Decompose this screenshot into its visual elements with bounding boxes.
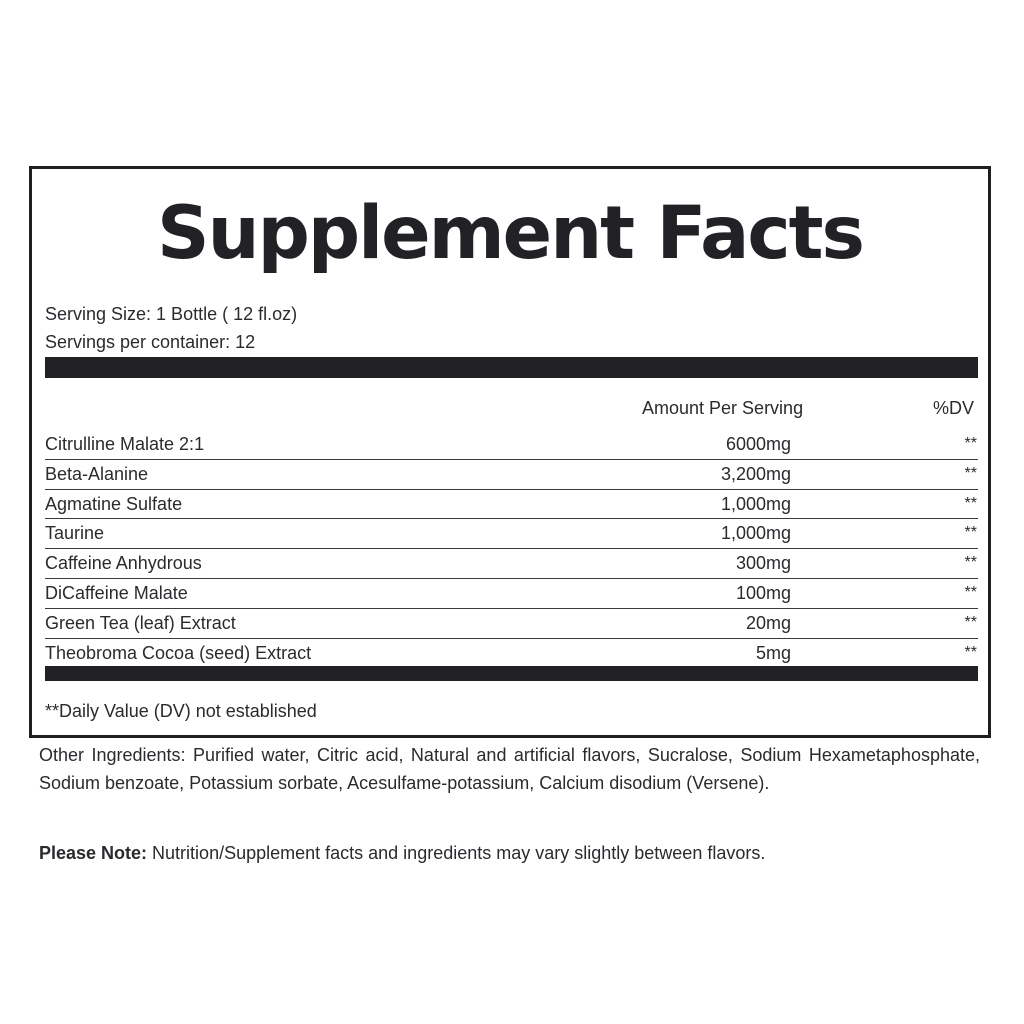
ingredient-row xyxy=(45,579,978,609)
ingredient-amount: 1,000mg xyxy=(720,493,791,514)
ingredient-dv: ** xyxy=(964,583,977,601)
ingredient-row xyxy=(45,639,978,669)
ingredient-dv: ** xyxy=(964,524,977,542)
ingredient-amount: 20mg xyxy=(745,612,791,633)
servings-per-container: Servings per container: 12 xyxy=(45,332,256,352)
ingredient-name: Beta-Alanine xyxy=(45,463,149,484)
ingredient-name: Agmatine Sulfate xyxy=(45,493,183,514)
ingredient-amount: 6000mg xyxy=(725,434,791,454)
panel-title: Supplement Facts xyxy=(157,191,863,276)
ingredient-row xyxy=(45,549,978,579)
ingredient-name: Citrulline Malate 2:1 xyxy=(45,434,205,454)
ingredient-dv: ** xyxy=(964,464,977,482)
column-header-amount: Amount Per Serving xyxy=(642,398,804,418)
ingredient-row xyxy=(45,430,978,460)
ingredient-amount: 100mg xyxy=(735,582,791,603)
please-note-label: Please Note: xyxy=(39,843,148,863)
column-header-dv: %DV xyxy=(932,398,974,418)
ingredient-row xyxy=(45,609,978,639)
supplement-facts-panel xyxy=(29,166,991,738)
ingredient-name: Taurine xyxy=(45,523,105,544)
ingredient-amount: 3,200mg xyxy=(720,463,791,484)
ingredient-name: Green Tea (leaf) Extract xyxy=(45,612,236,633)
ingredient-amount: 5mg xyxy=(755,642,791,663)
please-note xyxy=(39,841,765,865)
ingredient-name: DiCaffeine Malate xyxy=(45,582,188,603)
ingredient-amount: 1,000mg xyxy=(720,523,791,544)
ingredient-row xyxy=(45,490,978,520)
ingredient-dv: ** xyxy=(964,613,977,631)
ingredient-amount: 300mg xyxy=(735,553,791,574)
ingredient-dv: ** xyxy=(964,643,977,661)
daily-value-footnote: **Daily Value (DV) not established xyxy=(45,701,317,721)
please-note-text: Nutrition/Supplement facts and ingredients may vary slightly between flavors. xyxy=(147,843,766,863)
ingredient-dv: ** xyxy=(964,494,977,512)
divider-bar-bottom xyxy=(45,666,978,681)
ingredient-row xyxy=(45,519,978,549)
ingredient-dv: ** xyxy=(964,554,977,572)
ingredient-name: Caffeine Anhydrous xyxy=(45,553,202,574)
ingredient-row xyxy=(45,460,978,490)
other-ingredients: Other Ingredients: Purified water, Citric acid, Natural and artificial flavors, Sucralose, Sodium Hexametaphosphate, Sodium benzoate, Potassium sorbate, Acesulfame-potassium, Calcium disodium (Versene). xyxy=(39,745,980,793)
ingredient-dv: ** xyxy=(964,435,977,452)
ingredient-table xyxy=(45,430,978,668)
ingredient-name: Theobroma Cocoa (seed) Extract xyxy=(45,642,312,663)
divider-bar-top xyxy=(45,357,978,378)
serving-size: Serving Size: 1 Bottle ( 12 fl.oz) xyxy=(45,304,298,324)
